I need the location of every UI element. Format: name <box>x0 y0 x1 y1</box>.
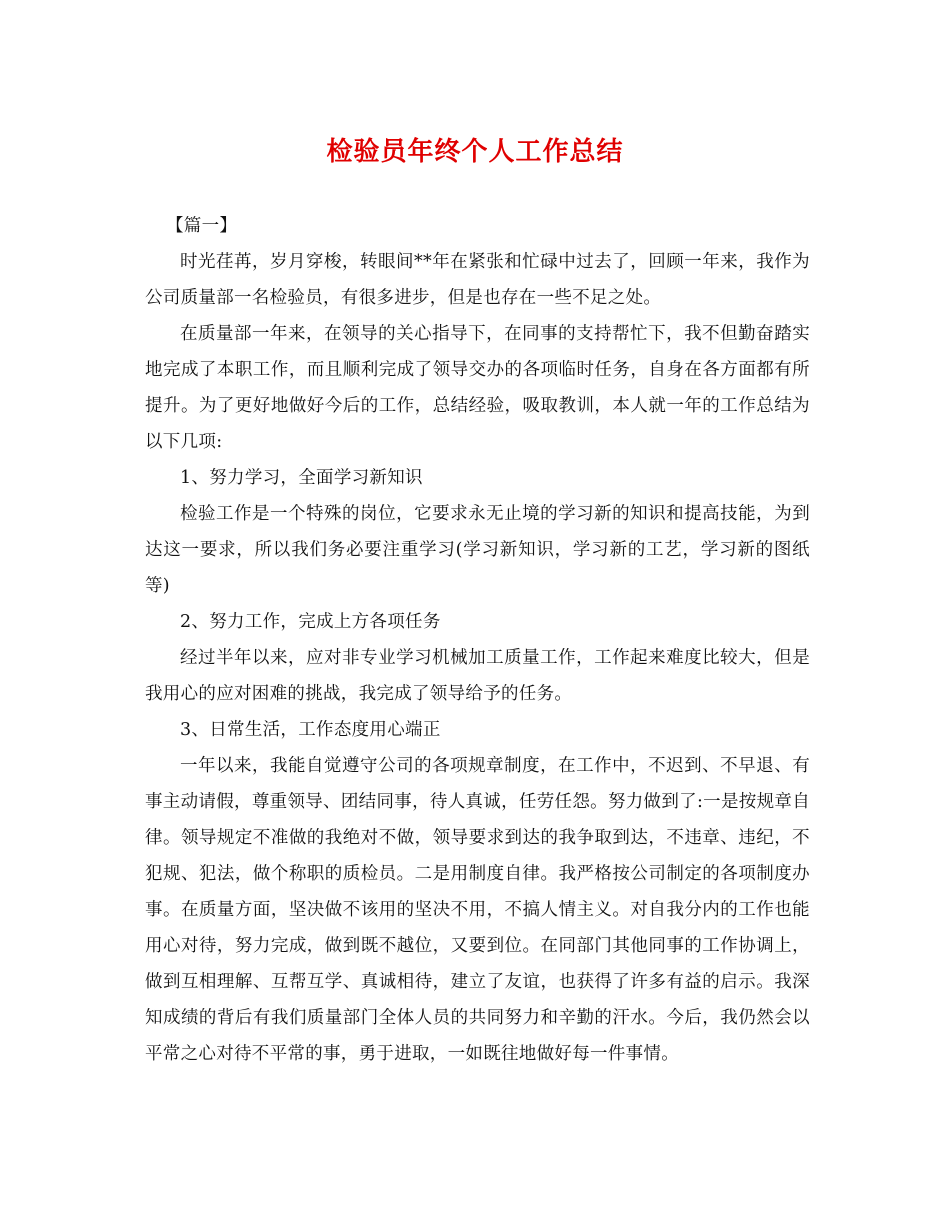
document-title: 检验员年终个人工作总结 <box>326 137 624 167</box>
heading-item-3: 3、日常生活，工作态度用心端正 <box>180 720 441 740</box>
paragraph-item-3: 一年以来，我能自觉遵守公司的各项规章制度，在工作中，不迟到、不早退、有事主动请假，尊重领导、团结同事，待人真诚，任劳任怨。努力做到了:一是按规章自律。领导规定不准做的我绝对不做，领导要求到达的我争取到达，不违章、违纪，不犯规、犯法，做个称职的质检员。二是用制度自律。我严格按公司制定的各项制度办事。在质量方面，坚决做不该用的坚决不用，不搞人情主义。对自我分内的工作也能用心对待，努力完成，做到既不越位，又要到位。在同部门其他同事的工作协调上，做到互相理解、互帮互学、真诚相待，建立了友谊，也获得了许多有益的启示。我深知成绩的背后有我们质量部门全体人员的共同努力和辛勤的汗水。今后，我仍然会以平常之心对待不平常的事，勇于进取，一如既往地做好每一件事情。 <box>145 756 810 1064</box>
heading-item-2: 2、努力工作，完成上方各项任务 <box>180 612 441 632</box>
heading-item-1: 1、努力学习，全面学习新知识 <box>180 468 423 488</box>
paragraph-overview: 在质量部一年来，在领导的关心指导下，在同事的支持帮忙下，我不但勤奋踏实地完成了本职工作，而且顺利完成了领导交办的各项临时任务，自身在各方面都有所提升。为了更好地做好今后的工作，总结经验，吸取教训，本人就一年的工作总结为以下几项: <box>145 324 810 452</box>
section-label: 【篇一】 <box>166 216 238 236</box>
document-body <box>145 208 810 1072</box>
paragraph-item-2: 经过半年以来，应对非专业学习机械加工质量工作，工作起来难度比较大，但是我用心的应对困难的挑战，我完成了领导给予的任务。 <box>145 648 810 704</box>
paragraph-intro: 时光荏苒，岁月穿梭，转眼间**年在紧张和忙碌中过去了，回顾一年来，我作为公司质量部一名检验员，有很多进步，但是也存在一些不足之处。 <box>145 252 810 308</box>
paragraph-item-1: 检验工作是一个特殊的岗位，它要求永无止境的学习新的知识和提高技能，为到达这一要求，所以我们务必要注重学习(学习新知识，学习新的工艺，学习新的图纸等) <box>145 504 810 596</box>
